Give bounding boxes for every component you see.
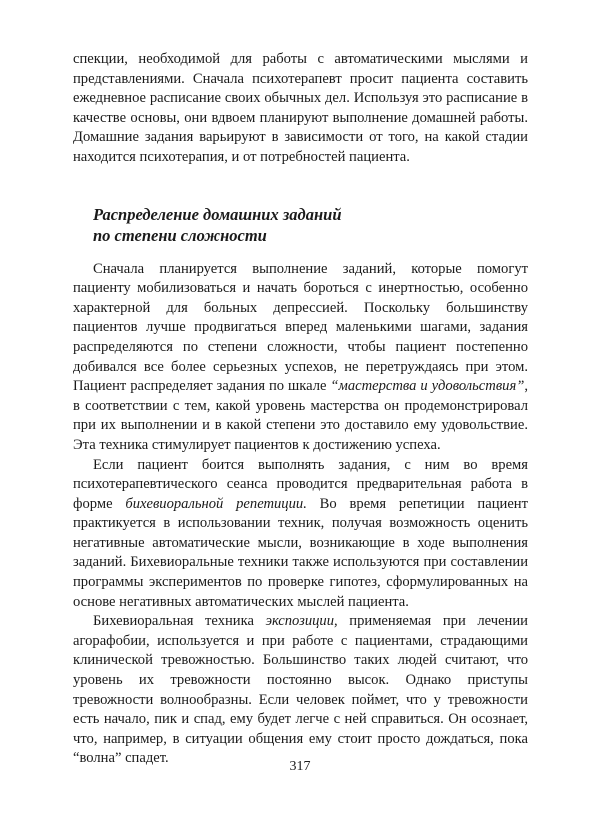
paragraph-graded-tasks-emphasis: “мастерства и удовольствия” <box>330 378 525 395</box>
paragraph-graded-tasks-text-1: Сначала планируется выполнение заданий, которые помогут пациенту мобилизоваться и начать бороться с инертностью, особенно характерной для больных депрессией. Поскольку большинству пациентов лучше продвигаться вперед маленькими шагами, задания распределяются по степени сложности, чтобы пациент постепенно добивался все более серьезных успехов, не перетруждаясь при этом. Пациент распределяет задания по шкале <box>73 260 528 395</box>
paragraph-behavioral-rehearsal <box>73 456 528 613</box>
paragraph-exposure-emphasis: экспозиции <box>265 613 335 630</box>
paragraph-continuation: спекции, необходимой для работы с автоматическими мыслями и представлениями. Сначала психотерапевт просит пациента составить ежедневное расписание своих обычных дел. Используя это расписание в качестве основы, они вдвоем планируют выполнение домашней работы. Домашние задания варьируют в зависимости от того, на какой стадии находится психотерапия, и от потребностей пациента. <box>73 51 528 165</box>
paragraph-graded-tasks <box>73 260 528 456</box>
paragraph-behavioral-rehearsal-text-1: Если пациент боится выполнять задания, с ним во время психотерапевтического сеанса проводится предварительная работа в форме <box>73 456 528 512</box>
paragraph-exposure-text-2: , применяемая при лечении агорафобии, используется и при работе с пациентами, страдающими клинической тревожностью. Большинство таких людей считают, что уровень их тревожности постоянно высок. Однако приступы тревожности волнообразны. Если человек поймет, что у тревожности есть начало, пик и спад, ему будет легче с ней справиться. Он осознает, что, например, в ситуации общения ему стоит просто дождаться, пока “волна” спадет. <box>73 613 528 767</box>
section-heading <box>93 204 528 246</box>
section-heading-line-2: по степени сложности <box>93 225 267 245</box>
paragraph-exposure-text-1: Бихевиоральная техника <box>93 613 266 630</box>
paragraph-graded-tasks-text-2: , в соответствии с тем, какой уровень мастерства он продемонстрировал при их выполнении и в какой степени это доставило ему удовольствие. Эта техника стимулирует пациентов к достижению успеха. <box>73 378 529 453</box>
paragraph-behavioral-rehearsal-text-2: Во время репетиции пациент практикуется в использовании техник, получая возможность оценить негативные автоматические мысли, возникающие в ходе выполнения заданий. Бихевиоральные техники также используются при составлении программы экспериментов по проверке гипотез, сформулированных на основе негативных автоматических мыслей пациента. <box>73 495 528 610</box>
page-number: 317 <box>289 759 311 774</box>
section-heading-line-1: Распределение домашних заданий <box>93 204 342 224</box>
paragraph-behavioral-rehearsal-emphasis: бихевиоральной репетиции. <box>125 495 307 512</box>
document-page <box>73 50 528 769</box>
paragraph-exposure <box>73 612 528 769</box>
